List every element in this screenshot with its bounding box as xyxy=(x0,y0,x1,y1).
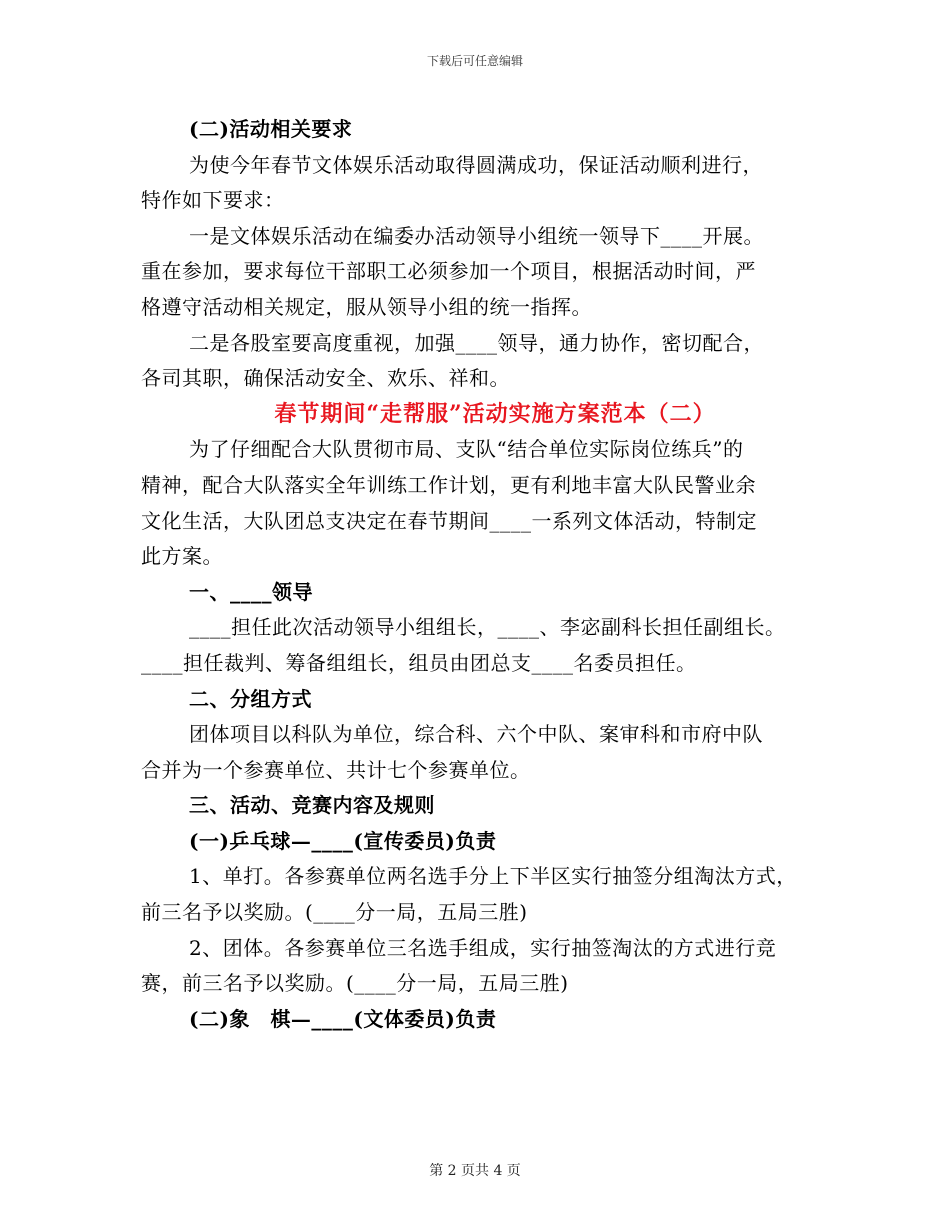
section-heading: 一、____领导 xyxy=(189,579,313,604)
paragraph-line: 精神，配合大队落实全年训练工作计划，更有利地丰富大队民警业余 xyxy=(141,472,756,497)
page-footer: 第 2 页共 4 页 xyxy=(429,1163,521,1179)
section-heading: 三、活动、竞赛内容及规则 xyxy=(189,793,435,818)
document-body xyxy=(141,112,801,1037)
paragraph-line: 团体项目以科队为单位，综合科、六个中队、案审科和市府中队 xyxy=(189,722,763,747)
paragraph-line: 为使今年春节文体娱乐活动取得圆满成功，保证活动顺利进行， xyxy=(189,152,763,177)
paragraph-line: 二是各股室要高度重视，加强____领导，通力协作，密切配合， xyxy=(189,330,764,355)
paragraph-line: 2、团体。各参赛单位三名选手组成，实行抽签淘汰的方式进行竞 xyxy=(189,935,777,960)
page-header: 下载后可任意编辑 xyxy=(426,54,523,68)
paragraph-line: 此方案。 xyxy=(141,544,223,569)
section-heading: (二)活动相关要求 xyxy=(189,117,353,141)
section-heading: (一)乒乓球—____(宣传委员)负责 xyxy=(189,828,497,853)
paragraph-line: 合并为一个参赛单位、共计七个参赛单位。 xyxy=(141,757,531,782)
paragraph-line: 一是文体娱乐活动在编委办活动领导小组统一领导下____开展。 xyxy=(189,223,764,248)
section-title: 春节期间“走帮服”活动实施方案范本（二） xyxy=(274,400,716,427)
paragraph-line: ____担任裁判、筹备组组长，组员由团总支____名委员担任。 xyxy=(141,650,697,675)
paragraph-line: 为了仔细配合大队贯彻市局、支队“结合单位实际岗位练兵”的 xyxy=(189,437,744,462)
paragraph-line: 格遵守活动相关规定，服从领导小组的统一指挥。 xyxy=(141,294,592,319)
paragraph-line: ____担任此次活动领导小组组长，____、李宓副科长担任副组长。 xyxy=(189,615,786,640)
paragraph-line: 各司其职，确保活动安全、欢乐、祥和。 xyxy=(141,366,510,391)
paragraph-line: 前三名予以奖励。(____分一局，五局三胜) xyxy=(141,900,528,925)
paragraph-line: 1、单打。各参赛单位两名选手分上下半区实行抽签分组淘汰方式， xyxy=(189,864,797,889)
paragraph-line: 文化生活，大队团总支决定在春节期间____一系列文体活动，特制定 xyxy=(141,508,757,533)
section-heading: 二、分组方式 xyxy=(189,686,312,711)
paragraph-line: 赛，前三名予以奖励。(____分一局，五局三胜) xyxy=(141,971,569,996)
paragraph-line: 重在参加，要求每位干部职工必须参加一个项目，根据活动时间，严 xyxy=(141,259,756,284)
paragraph-line: 特作如下要求： xyxy=(141,188,285,213)
section-heading: (二)象 棋—____(文体委员)负责 xyxy=(189,1006,497,1031)
